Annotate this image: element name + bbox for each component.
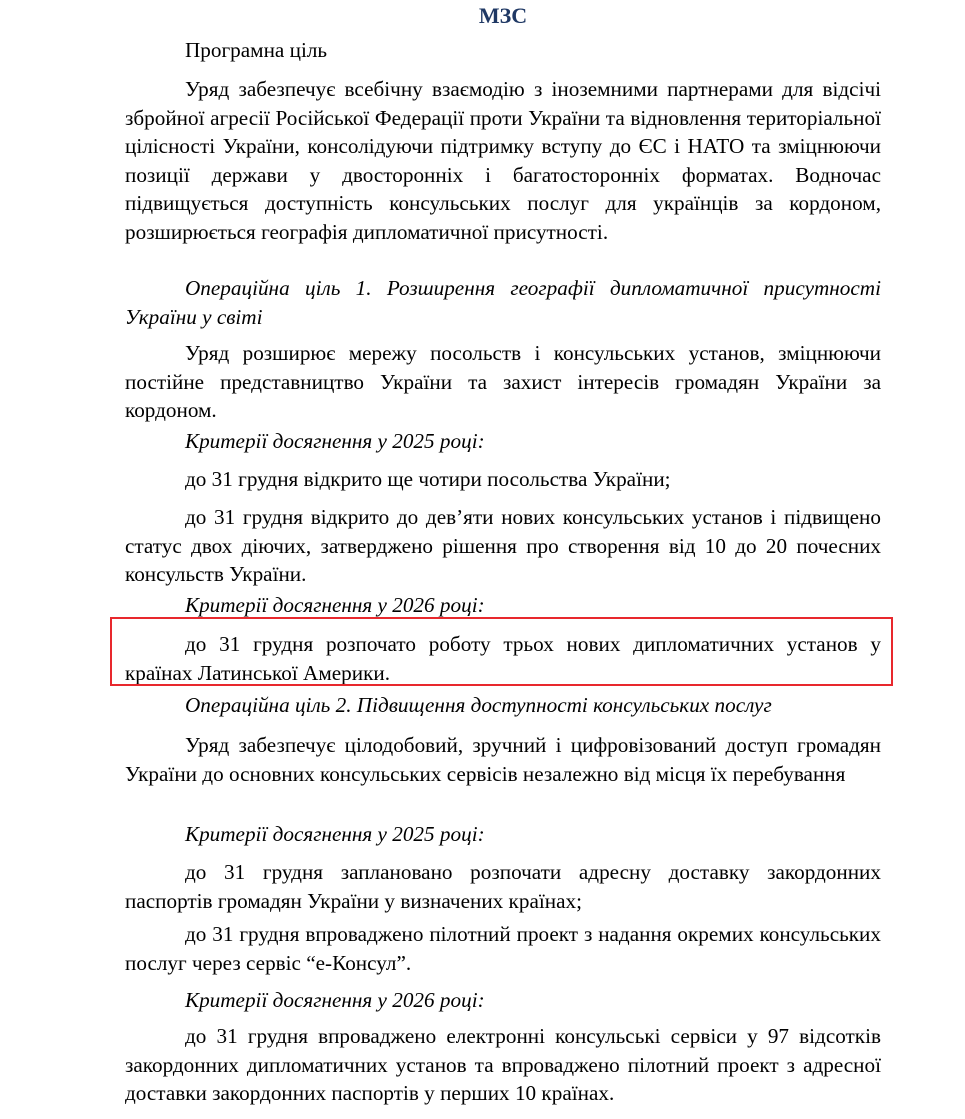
criteria-2026-heading-2: Критерії досягнення у 2026 році:	[185, 988, 485, 1012]
criteria-item-electronic-services: до 31 грудня впроваджено електронні консульські сервіси у 97 відсотків закордонних дипломатичних установ та впроваджено пілотний проект з адресної доставки закордонних паспортів у перших 10 країнах.	[125, 1024, 881, 1106]
program-goal-text: Уряд забезпечує всебічну взаємодію з іноземними партнерами для відсічі збройної агресії Російської Федерації проти України та відновлення територіальної цілісності України, консолідуючи підтримку вступу до ЄС і НАТО та зміцнюючи позиції держави у двосторонніх і багатосторонніх форматах. Водночас підвищується доступність консульських послуг для українців за кордоном, розширюється географія дипломатичної присутності.	[125, 77, 881, 244]
criteria-item-consulates: до 31 грудня відкрито до дев’яти нових консульських установ і підвищено статус двох діючих, затверджено рішення про створення від 10 до 20 почесних консульств України.	[125, 505, 881, 587]
criteria-item-passport-delivery: до 31 грудня заплановано розпочати адресну доставку закордонних паспортів громадян України у визначених країнах;	[125, 860, 881, 913]
operational-goal-1-title: Операційна ціль 1. Розширення географії дипломатичної присутності України у світі	[125, 276, 881, 329]
program-goal-label: Програмна ціль	[185, 38, 328, 62]
criteria-item-latin-america: до 31 грудня розпочато роботу трьох нових дипломатичних установ у країнах Латинської Америки.	[125, 632, 881, 685]
operational-goal-2-title: Операційна ціль 2. Підвищення доступності консульських послуг	[185, 693, 772, 717]
operational-goal-2-text: Уряд забезпечує цілодобовий, зручний і цифровізований доступ громадян України до основних консульських сервісів незалежно від місця їх перебування	[125, 733, 881, 786]
criteria-2025-heading-1: Критерії досягнення у 2025 році:	[185, 429, 485, 453]
operational-goal-1-text: Уряд розширює мережу посольств і консульських установ, зміцнюючи постійне представництво України та захист інтересів громадян України за кордоном.	[125, 341, 881, 423]
ministry-heading: МЗС	[478, 3, 528, 28]
criteria-item-embassies: до 31 грудня відкрито ще чотири посольства України;	[185, 467, 671, 491]
criteria-2025-heading-2: Критерії досягнення у 2025 році:	[185, 822, 485, 846]
criteria-2026-heading-1: Критерії досягнення у 2026 році:	[185, 593, 485, 617]
criteria-item-e-consul: до 31 грудня впроваджено пілотний проект з надання окремих консульських послуг через сервіс “е-Консул”.	[125, 922, 881, 975]
highlight-annotation-box	[110, 617, 893, 686]
